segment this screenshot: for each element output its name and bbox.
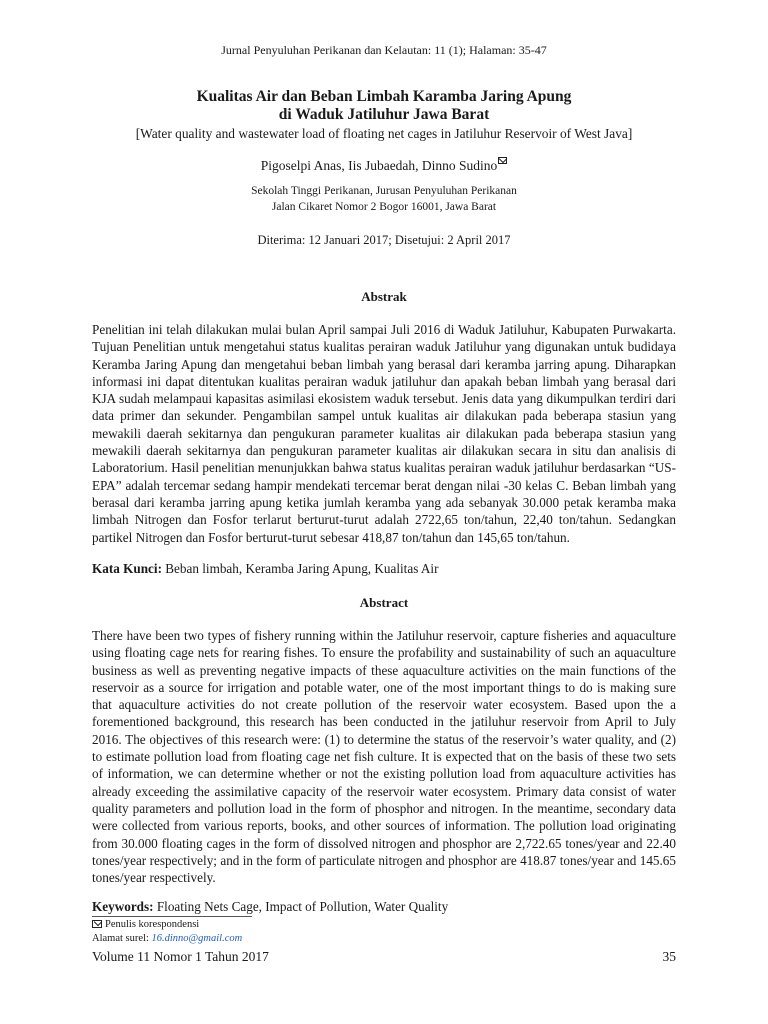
footnote-email — [92, 932, 242, 945]
affiliation-line-1: Sekolah Tinggi Perikanan, Jurusan Penyuluhan Perikanan — [251, 185, 517, 197]
article-title-line-2: di Waduk Jatiluhur Jawa Barat — [278, 106, 490, 123]
corresponding-author-label: Penulis korespondensi — [105, 919, 200, 930]
kata-kunci — [92, 561, 692, 577]
affiliation — [0, 183, 768, 215]
footnote-corresponding — [92, 918, 199, 931]
envelope-icon — [498, 157, 507, 164]
page-number: 35 — [662, 949, 676, 964]
keywords — [92, 899, 692, 915]
article-title-line-1: Kualitas Air dan Beban Limbah Karamba Jaring Apung — [196, 88, 572, 105]
footnote-divider — [92, 916, 252, 917]
english-title: [Water quality and wastewater load of floating net cages in Jatiluhur Reservoir of West Java] — [135, 126, 633, 141]
abstract-body: There have been two types of fishery running within the Jatiluhur reservoir, capture fisheries and aquaculture using floating cage nets for rearing fishes. To ensure the profability and sustainability of such an aquaculture business as well as preventing negative impacts of these aquaculture activities on the main functions of the reservoir as a source for irrigation and potable water, one of the most important things to do is making sure that aquaculture activities do not create pollution of the reservoir water ecosystem. Based upon the a forementioned background, this research has been conducted in the jatiluhur reservoir from April to July 2016. The objectives of this research were: (1) to determine the status of the reservoir’s water quality, and (2) to estimate pollution load from floating cage net fish culture. It is expected that on the basis of these two sets of information, we can determine whether or not the existing pollution load from aquaculture activities has already exceeding the assimilative capacity of the reservoir water ecosystem. Primary data consist of water quality parameters and pollution load in the form of phosphor and nitrogen. In the meantime, secondary data were collected from various reports, books, and other sources of information. The pollution load originating from 30.000 floating cages in the form of dissolved nitrogen and phosphor are 2,722.65 tones/year and 22.40 tones/year respectively; and in the form of particulate nitrogen and phosphor are 418.87 tones/year and 145.65 tones/year respectively. — [92, 628, 676, 886]
abstrak-heading: Abstrak — [361, 289, 407, 304]
keywords-values: Floating Nets Cage, Impact of Pollution, Water Quality — [156, 899, 449, 914]
keywords-label: Keywords: — [92, 899, 154, 914]
authors — [0, 158, 768, 174]
kata-kunci-label: Kata Kunci: — [92, 561, 162, 576]
journal-header: Jurnal Penyuluhan Perikanan dan Kelautan: 11 (1); Halaman: 35-47 — [221, 43, 547, 57]
author-names: Pigoselpi Anas, Iis Jubaedah, Dinno Sudino — [260, 158, 498, 173]
footer-volume: Volume 11 Nomor 1 Tahun 2017 — [92, 949, 269, 964]
email-link[interactable]: 16.dinno@gmail.com — [151, 933, 243, 944]
affiliation-line-2: Jalan Cikaret Nomor 2 Bogor 16001, Jawa Barat — [271, 201, 497, 213]
abstrak-body: Penelitian ini telah dilakukan mulai bulan April sampai Juli 2016 di Waduk Jatiluhur, Kabupaten Purwakarta. Tujuan Penelitian untuk mengetahui status kualitas perairan waduk Jatiluhur yang digunakan untuk budidaya Keramba Jaring Apung dan mengetahui beban limbah yang berasal dari keramba jarring apung. Diharapkan informasi ini dapat ditentukan kualitas perairan waduk jatiluhur dan apakah beban limbah yang berasal dari KJA sudah melampaui kapasitas asimilasi ekosistem waduk tersebut. Jenis data yang dikumpulkan terdiri dari data primer dan sekunder. Pengambilan sampel untuk kualitas air dilakukan pada beberapa stasiun yang mewakili daerah sekitarnya dan pengukuran parameter kualitas air dilakukan pada beberapa stasiun yang mewakili daerah sekitarnya dan pengukuran parameter kualitas air dilakukan secara in situ dan analisis di Laboratorium. Hasil penelitian menunjukkan bahwa status kualitas perairan waduk jatiluhur berdasarkan “US-EPA” adalah tercemar sedang hampir mendekati tercemar berat dengan nilai -30 kelas C. Beban limbah yang berasal dari keramba jarring apung ketika jumlah keramba yang ada sebanyak 30.000 petak keramba maka limbah Nitrogen dan Fosfor terlarut berturut-turut adalah 2722,65 ton/tahun, 22,40 ton/tahun. Sedangkan partikel Nitrogen dan Fosfor berturut-turut sebesar 418,87 ton/tahun dan 145,65 ton/tahun. — [92, 322, 676, 545]
abstract-heading: Abstract — [359, 595, 409, 610]
received-accepted-dates: Diterima: 12 Januari 2017; Disetujui: 2 April 2017 — [257, 233, 511, 247]
title-block — [40, 88, 728, 142]
mail-icon — [92, 920, 102, 928]
email-label: Alamat surel: — [92, 933, 149, 944]
kata-kunci-values: Beban limbah, Keramba Jaring Apung, Kualitas Air — [165, 561, 439, 576]
